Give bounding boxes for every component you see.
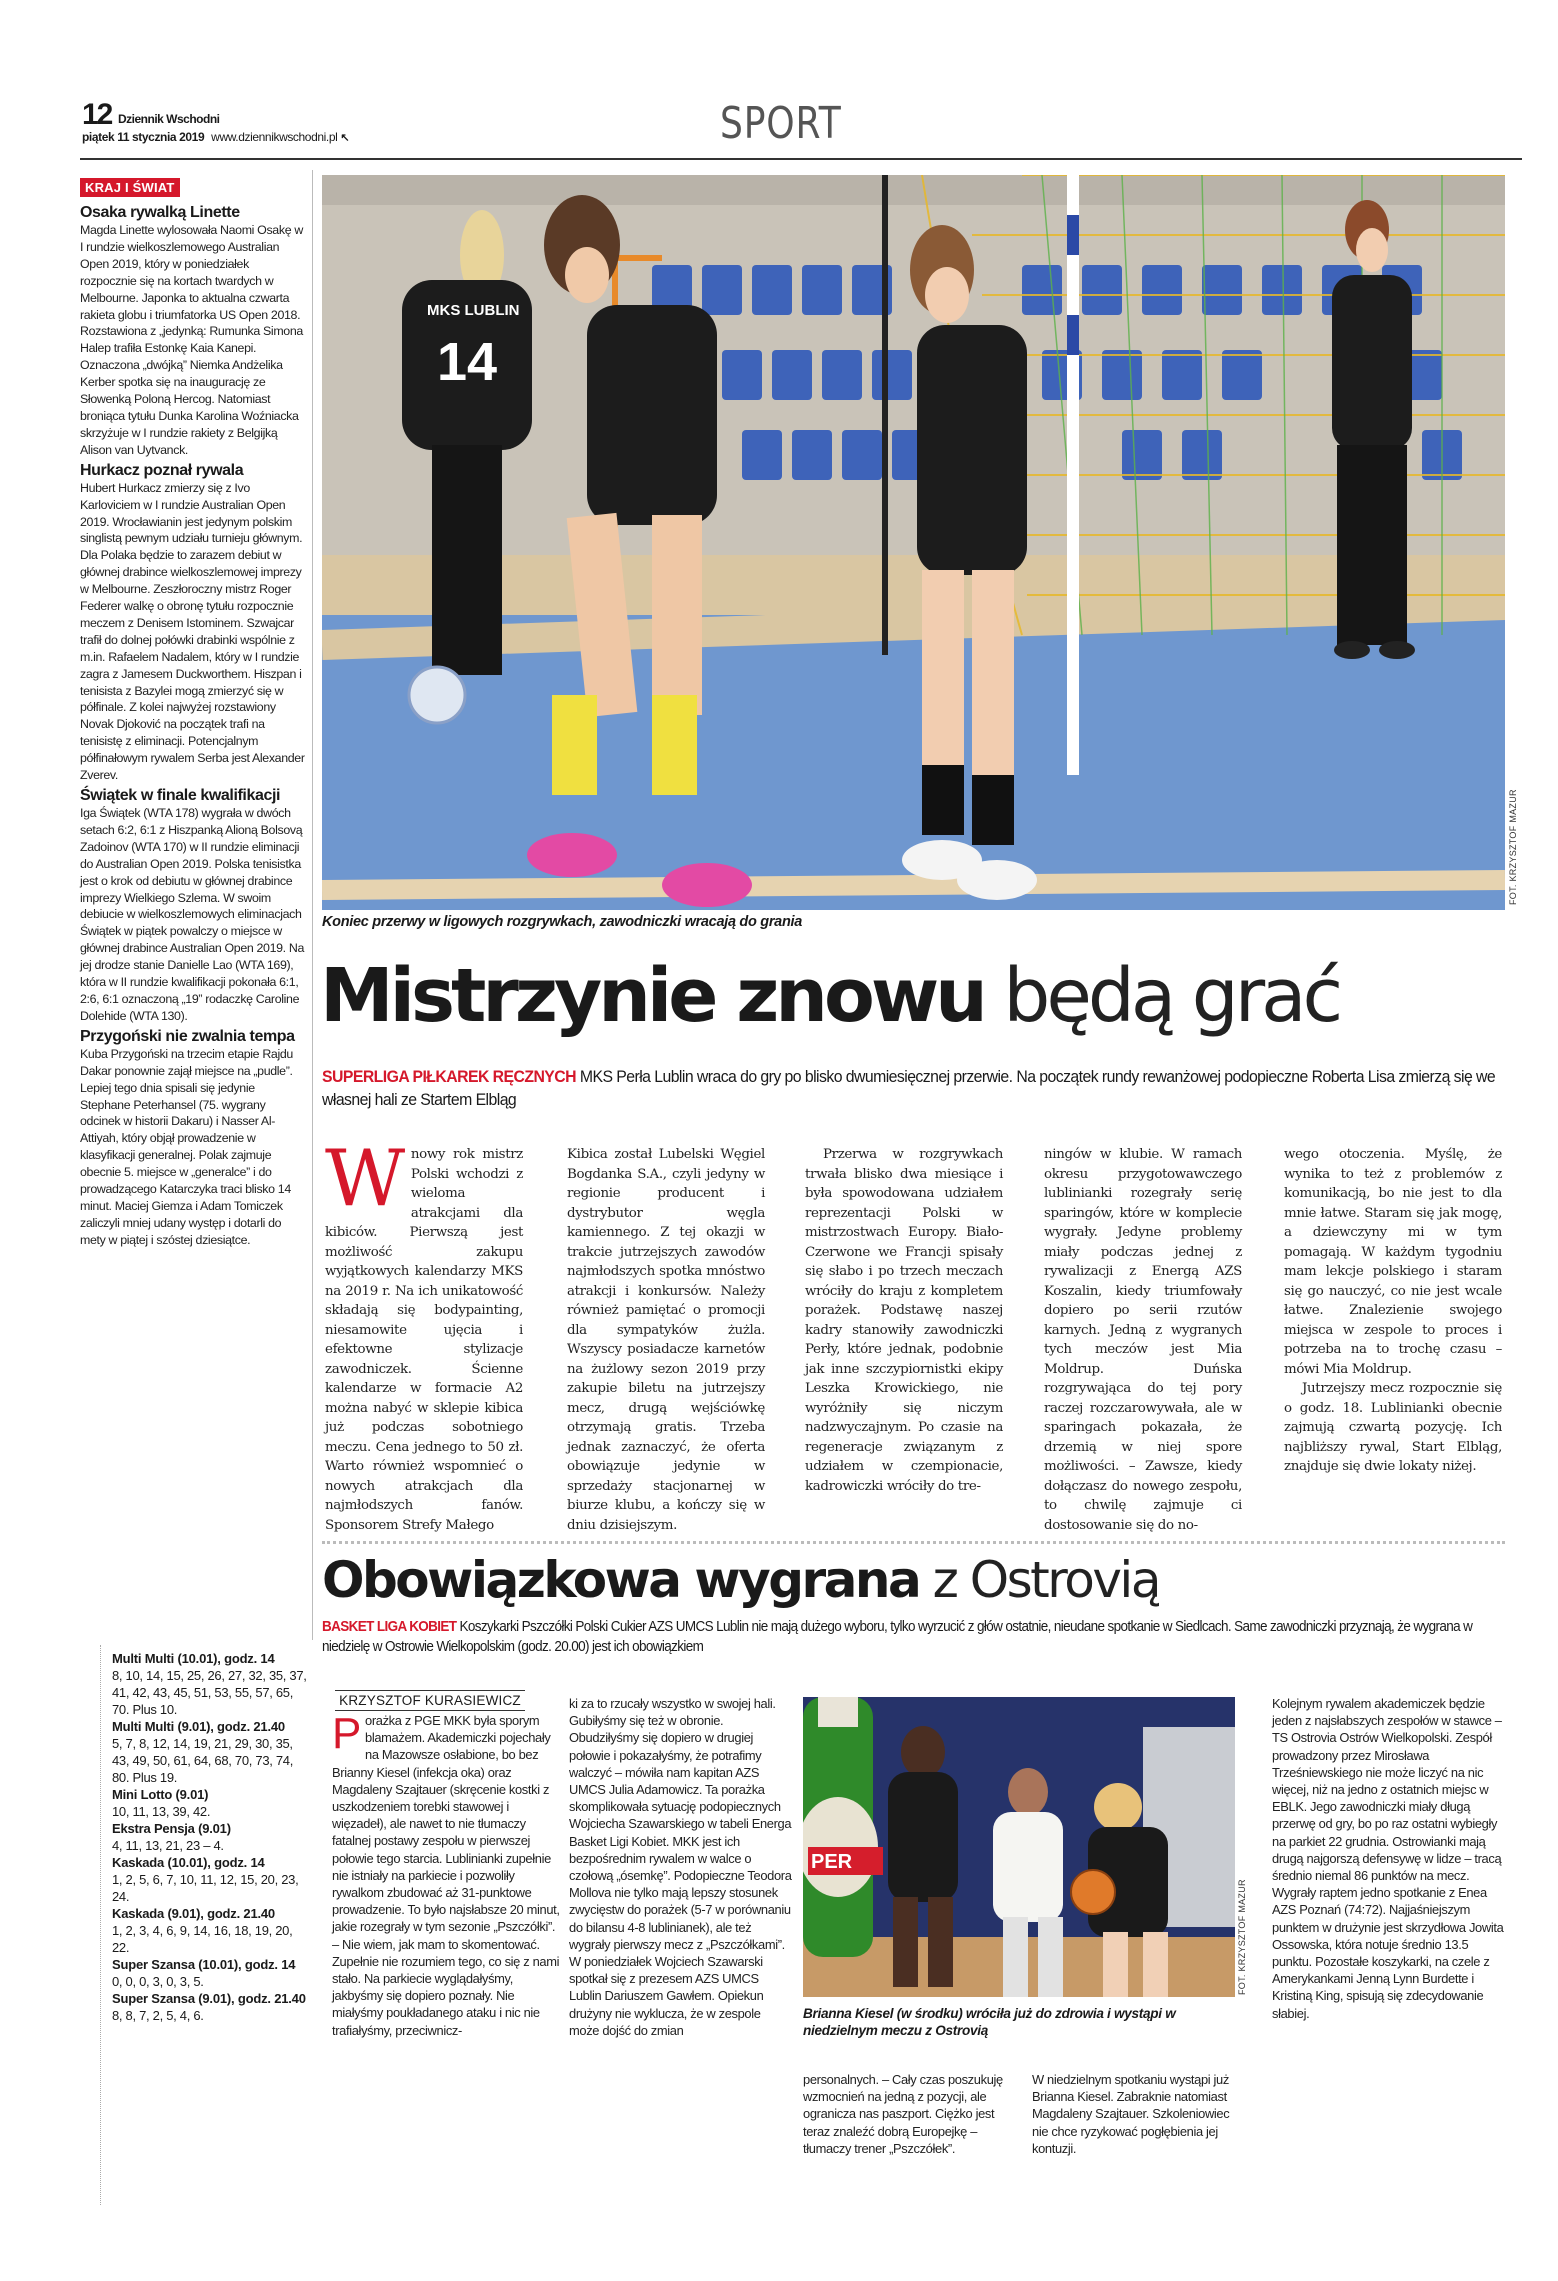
photo-caption: Brianna Kiesel (w środku) wróciła już do zdrowia i wystąpi w niedzielnym meczu z Ostrovią (803, 2006, 1176, 2038)
headline-light: z Ostrovią (932, 1551, 1159, 1609)
lotto-item: Mini Lotto (9.01) 10, 11, 13, 39, 42. (112, 1787, 211, 1819)
headline-bold: Obowiązkowa wygrana (322, 1551, 920, 1609)
brief-title: Hurkacz poznał rywala (80, 461, 244, 479)
brief-title: Świątek w finale kwalifikacji (80, 787, 281, 804)
article2-column (1272, 1695, 1506, 2022)
photo-credit: FOT. KRZYSZTOF MAZUR (1237, 1879, 1247, 1995)
article-column (805, 1145, 1003, 1496)
article2-column (332, 1709, 560, 2039)
article-column (567, 1145, 765, 1535)
column-text: Przerwa w rozgrywkach trwała blisko dwa miesiące i była spowodowana udziałem reprezentacji Polski w mistrzostwach Europy. Biało-Czerwone we Francji spisały się słabo i po trzech meczach wróciły do kraju z kompletem porażek. Podstawę naszej kadry stanowiły zawodniczki Perły, które jednak, podobnie jak inne szczypiornistki ekipy Leszka Krowickiego, nie wyróżniły się niczym nadzwyczajnym. Po czasie na regeneracje związanym z udziałem w czempionacie, kadrowiczki wróciły do tre- (805, 1147, 1003, 1494)
brief-item (80, 1027, 308, 1249)
column-text: W niedzielnym spotkaniu wystąpi już Brianna Kiesel. Zabraknie natomiast Magdaleny Szajtauer. Szkoleniowiec nie chce ryzykować pogłębienia jej kontuzji. (1032, 2072, 1230, 2156)
column-text: ningów w klubie. W ramach okresu przygotowawczego lublinianki rozegrały serię sparingów, które w komplecie wygrały. Jedyne problemy miały podczas jednej z rywalizacji z Energą AZS Koszalin, kiedy triumfowały dopiero po serii rzutów karnych. Jedną z wygranych tych meczów jest Mia Moldrup. Duńska rozgrywająca do tej pory raczej rozczarowywała, ale w sparingach pokazała, że drzemią w niej spore możliwości. – Zawsze, kiedy dołączasz do nowego zespołu, to chwilę zajmuje ci dostosowanie się do no- (1044, 1147, 1242, 1533)
handball-scene-illustration (322, 175, 1505, 910)
column-text: Kibica został Lubelski Węgiel Bogdanka S.A., czyli jedyny w regionie producent i dystrybutor węgla kamiennego. Z tej okazji w trakcie jutrzejszych zawodów najmłodszych spotka mnóstwo atrakcji i konkursów. Należy również pamiętać o promocji dla sympatyków żużla. Wszyscy posiadacze karnetów na żużlowy sezon 2019 przy zakupie biletu na jutrzejszy mecz, drugą wejściówkę otrzymają gratis. Trzeba jednak zaznaczyć, że oferta obowiązuje jedynie w sprzedaży stacjonarnej w biurze klubu, a kończy się w dniu dzisiejszym. (567, 1147, 765, 1533)
closing-paragraph: Jutrzejszy mecz rozpocznie się o godz. 18. Lublinianki obecnie zajmują czwartą pozycję. Ich najbliższy rywal, Start Elbląg, znajduje się dwie lokaty niżej. (1284, 1381, 1502, 1474)
lotto-item: Kaskada (10.01), godz. 14 1, 2, 5, 6, 7, 10, 11, 12, 15, 20, 23, 24. (112, 1855, 299, 1904)
lotto-results (112, 1650, 308, 2024)
lotto-item: Kaskada (9.01), godz. 21.40 1, 2, 3, 4, 6, 9, 14, 16, 18, 19, 20, 22. (112, 1906, 293, 1955)
column-text: Kolejnym rywalem akademiczek będzie jeden z najsłabszych zespołów w stawce – TS Ostrovia Ostrów Wielkopolski. Zespół prowadzony przez Mirosława Trześniewskiego nie może liczyć na nic więcej, niż na jedno z ostatnich miejsc w EBLK. Jego zawodniczki miały długą przerwę od gry, bo po raz ostatni wybiegły na parkiet 22 grudnia. Ostrowianki mają drugą najgorszą defensywę w lidze – tracą średnio niemal 86 punktów na mecz. Wygrały raptem jedno spotkanie z Enea AZS Poznań (74:72). Najjaśniejszym punktem w drużynie jest skrzydłowa Jowita Ossowska, która notuje średnio 13.5 punktu. Pozostałe koszykarki, na czele z Amerykankami Jenną Lynn Burdette i Kristiną King, spisują się zdecydowanie słabiej. (1272, 1696, 1504, 2021)
author-byline: KRZYSZTOF KURASIEWICZ (335, 1690, 525, 1711)
lotto-item: Super Szansa (10.01), godz. 14 0, 0, 0, 3, 0, 3, 5. (112, 1957, 296, 1989)
issue-date (82, 130, 349, 144)
article2-column (803, 2071, 1015, 2157)
article-column (1044, 1145, 1242, 1535)
column-text: ki za to rzucały wszystko w swojej hali. Gubiłyśmy się też w obronie. Obudziłyśmy się dopiero w drugiej połowie i pokazałyśmy, że potrafimy walczyć – mówiła nam kapitan AZS UMCS Julia Adamowicz. Ta porażka skomplikowała sytuację podopiecznych Wojciecha Szawarskiego w tabeli Energa Basket Ligi Kobiet. MKK jest ich bezpośrednim rywalem w walce o czołową „ósemkę”. Podopieczne Teodora Mollova nie tylko mają lepszy stosunek zwycięstw do porażek (5-7 w porównaniu do bilansu 4-8 lublinianek), ale też wygrały pierwszy mecz z „Pszczółkami”. W poniedziałek Wojciech Szawarski spotkał się z prezesem AZS UMCS Lublin Dariuszem Gawłem. Opiekun drużyny nie wyklucza, że w zespole może dojść do zmian (569, 1696, 792, 2038)
headline-light: będą grać (1003, 953, 1340, 1039)
brief-title: Przygoński nie zwalnia tempa (80, 1027, 295, 1045)
drop-cap: W (325, 1134, 405, 1224)
lotto-item: Multi Multi (9.01), godz. 21.40 5, 7, 8, 12, 14, 19, 21, 29, 30, 35, 43, 49, 50, 61, 64, 68, 70, 73, 74, 80. Plus 19. (112, 1719, 294, 1785)
svg-text:MKS LUBLIN: MKS LUBLIN (427, 302, 520, 319)
brief-item (80, 461, 308, 784)
drop-cap: P (332, 1709, 361, 1758)
svg-text:14: 14 (437, 332, 498, 392)
basketball-photo (803, 1697, 1235, 1997)
lead-text: Koszykarki Pszczółki Polski Cukier AZS UMCS Lublin nie mają dużego wyboru, tylko wyrzucić z głów ostatnie, nieudane spotkanie w Siedlcach. Same zawodniczki przyznają, że wygrana w niedzielę w Ostrowie Wielkopolskim (godz. 20.00) jest ich obowiązkiem (322, 1618, 1473, 1655)
basketball-scene-illustration (803, 1697, 1235, 1997)
article-headline (320, 953, 1340, 1039)
article2-column (1032, 2071, 1237, 2157)
lotto-divider (100, 1645, 101, 2205)
article-column (325, 1134, 523, 1535)
article2-lead (322, 1617, 1510, 1657)
svg-text:PER: PER (811, 1851, 853, 1873)
site-link[interactable]: www.dziennikwschodni.pl (211, 130, 338, 144)
lead-kicker: BASKET LIGA KOBIET (322, 1618, 457, 1635)
article2-column (569, 1695, 793, 2039)
article2-headline (322, 1552, 1159, 1608)
column-text: orażka z PGE MKK była sporym blamażem. Akademiczki pojechały na Mazowsze osłabione, bo bez Brianny Kiesel (infekcja oka) oraz Magdaleny Szajtauer (skręcenie kostki z uszkodzeniem torebki stawowej i więzadeł), ale nawet to nie tłumaczy fatalnej postawy zespołu w pierwszej połowie tego starcia. Lublinianki zupełnie nie istniały na parkiecie i pozwoliły rywalkom zbudować aż 31-punktowe prowadzenie. To było najsłabsze 20 minut, jakie rozegrały w tym sezonie „Pszczółki”. (332, 1713, 560, 1935)
brief-text: Hubert Hurkacz zmierzy się z Ivo Karloviciem w I rundzie Australian Open 2019. Wrocławianin jest jedynym polskim singlistą pewnym udziału turnieju głównym. Dla Polaka będzie to zarazem debiut w głównej drabince wielkoszlemowej imprezy w Melbourne. Zeszłoroczny mistrz Roger Federer walkę o obronę tytułu rozpocznie meczem z Denisem Istominem. Szwajcar trafił do dolnej połówki drabinki wspólnie z m.in. Rafaelem Nadalem, który w I rundzie zagra z Jamesem Duckworthem. Hiszpan i tenisista z Bazylei mogą zmierzyć się w półfinale. Z kolei najwyżej rozstawiony Novak Djoković na początek trafi na tenisistę z eliminacji. Potencjalnym półfinałowym rywalem Serba jest Alexander Zverev. (80, 480, 305, 783)
photo-credit: FOT. KRZYSZTOF MAZUR (1508, 789, 1518, 905)
column-text: – Nie wiem, jak mam to skomentować. Zupełnie nie rozumiem tego, co się z nami stało. Na parkiecie wyglądałyśmy, jakbyśmy się dopiero poznały. Nie miałyśmy poukładanego ataku i nic nie trafiałyśmy, przeciwnicz- (332, 1936, 560, 2038)
article-separator (322, 1541, 1505, 1545)
date-text: piątek 11 stycznia 2019 (82, 130, 205, 144)
lead-kicker: SUPERLIGA PIŁKAREK RĘCZNYCH (322, 1067, 577, 1086)
photo-caption: Koniec przerwy w ligowych rozgrywkach, zawodniczki wracają do grania (322, 914, 802, 930)
lotto-item: Super Szansa (9.01), godz. 21.40 8, 8, 7, 2, 5, 4, 6. (112, 1991, 306, 2023)
lotto-item: Multi Multi (10.01), godz. 14 8, 10, 14, 15, 25, 26, 27, 32, 35, 37, 41, 42, 43, 45, 51, 53, 55, 57, 65, 70. Plus 10. (112, 1651, 307, 1717)
headline-bold: Mistrzynie znowu (320, 953, 984, 1039)
lotto-item: Ekstra Pensja (9.01) 4, 11, 13, 21, 23 – 4. (112, 1821, 231, 1853)
section-kicker: KRAJ I ŚWIAT (80, 178, 180, 197)
brief-text: Kuba Przygoński na trzecim etapie Rajdu Dakar ponownie zajął miejsce na „pudle”. Lepiej tego dnia spisali się jedynie Stephane Peterhansel (75. wygrany odcinek w historii Dakaru) i Nasser Al-Attiyah, który objął prowadzenie w klasyfikacji generalnej. Polak zajmuje obecnie 5. miejsce w „generalce” i do prowadzącego Katarczyka traci blisko 14 minut. Maciej Giemza i Adam Tomiczek zaliczyli mniej udany występ i dotarli do mety w piątej i szóstej dziesiątce. (80, 1046, 293, 1247)
handball-photo (322, 175, 1505, 910)
brief-text: Magda Linette wylosowała Naomi Osakę w I rundzie wielkoszlemowego Australian Open 2019, który w poniedziałek rozpocznie się na kortach twardych w Melbourne. Japonka to aktualna czwarta rakieta globu i triumfatorka US Open 2018. Rozstawiona z „jedynką: Rumunka Simona Halep trafiła Estonkę Kaia Kanepi. Oznaczona „dwójką” Niemka Andżelika Kerber spotka się na inaugurację ze Słowenką Poloną Hercog. Natomiast broniąca tytułu Dunka Karolina Woźniacka skrzyżuje w I rundzie rakiety z Belgijką Alison van Uytvanck. (80, 223, 303, 457)
lead-text: MKS Perła Lublin wraca do gry po blisko dwumiesięcznej przerwie. Na początek rundy rewanżowej podopieczne Roberta Lisa zmierzą się we własnej hali ze Startem Elbląg (322, 1067, 1496, 1109)
article-column (1284, 1145, 1502, 1477)
sidebar-briefs (80, 178, 308, 1251)
brief-title: Osaka rywalką Linette (80, 204, 240, 221)
header-divider (80, 158, 1522, 160)
paper-name: Dziennik Wschodni (118, 112, 220, 126)
brief-item (80, 786, 308, 1025)
cursor-icon: ↖ (340, 132, 350, 144)
column-text: wego otoczenia. Myślę, że wynika to też z problemów z komunikacją, bo nie jest to dla mnie łatwe. Staram się jak mogę, a dziewczyny mi w tym pomagają. W każdym tygodniu mam lekcje polskiego i staram się go nauczyć, co nie jest wcale łatwe. Znalezienie swojego miejsca w zespole to proces i potrzeba na to trochę czasu – mówi Mia Moldrup. (1284, 1147, 1502, 1377)
column-divider (312, 170, 313, 1640)
article-lead (322, 1065, 1522, 1111)
brief-item (80, 203, 308, 459)
column-text: personalnych. – Cały czas poszukuję wzmocnień na jedną z pozycji, ale ogranicza nas paszport. Ciężko jest teraz znaleźć dobrą Europejkę – tłumaczy trener „Pszczółek”. (803, 2072, 1003, 2156)
section-title: SPORT (720, 98, 842, 149)
page-number: 12 (82, 98, 112, 131)
column-text: nowy rok mistrz Polski wchodzi z wieloma atrakcjami dla kibiców. Pierwszą jest możliwość zakupu wyjątkowych kalendarzy MKS na 2019 r. Na ich unikatowość składają się bodypainting, niesamowite ujęcia i efektowne stylizacje zawodniczek. Ścienne kalendarze w formacie A2 można nabyć w sklepie kibica już podczas sobotniego meczu. Cena jednego to 50 zł. Warto również wspomnieć o nowych atrakcjach dla najmłodszych fanów. Sponsorem Strefy Małego (325, 1147, 523, 1533)
brief-text: Iga Świątek (WTA 178) wygrała w dwóch setach 6:2, 6:1 z Hiszpanką Alioną Bolsovą Zadoinov (WTA 170) w II rundzie eliminacji do Australian Open 2019. Polska tenisistka jest o krok od debiutu w głównej drabince imprezy Wielkiego Szlema. W swoim debiucie w wielkoszlemowych eliminacjach Świątek w piątek powalczy o miejsce w głównej drabince Australian Open 2019. Na jej drodze stanie Danielle Lao (WTA 169), która w II rundzie kwalifikacji pokonała 6:1, 2:6, 6:1 oznaczoną „19” rodaczkę Caroline Dolehide (WTA 130). (80, 806, 304, 1023)
